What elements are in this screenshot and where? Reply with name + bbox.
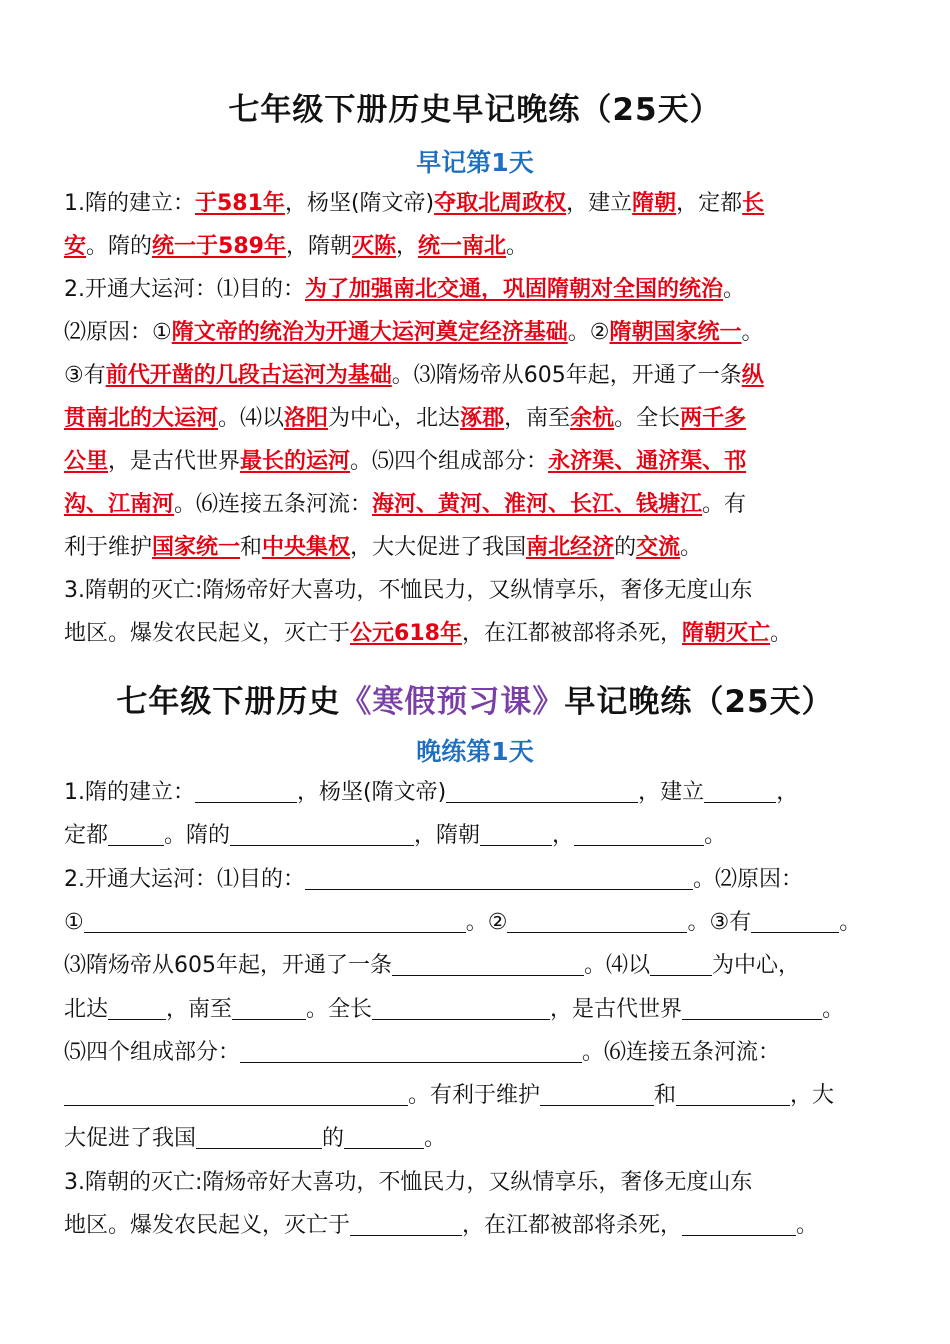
answer-text: 统一于589年 [152,234,286,259]
fill-in-blank [230,823,414,846]
fill-in-blank [392,953,584,976]
fill-in-blank [232,997,306,1020]
answer-text: 两千多 [680,406,747,431]
question-text: 为中心， [712,953,801,979]
question-text: 。② [465,909,508,935]
evening-line [64,951,894,981]
question-text: ， [776,780,799,805]
answer-text: 最长的运河 [240,449,351,474]
question-text: 3.隋朝的灭亡:隋炀帝好大喜功，不恤民力，又纵情享乐，奢侈无度山东 [64,578,753,603]
question-text: 的 [614,535,637,560]
morning-line [64,361,894,391]
answer-text: 余杭 [570,406,615,431]
question-text: ③有 [64,363,106,388]
question-text: 2.开通大运河：⑴目的： [64,277,305,302]
morning-line [64,404,894,434]
question-text: 。 [769,621,792,646]
fill-in-blank [446,780,638,803]
question-text: 。⑷以 [584,953,651,979]
answer-text: 纵 [741,363,764,388]
question-text: ，建立 [566,191,633,216]
answer-text: 交流 [636,535,681,560]
evening-line [64,1124,894,1154]
evening-title-suffix: 早记晚练（25天） [564,684,834,720]
fill-in-blank [195,780,297,803]
morning-title: 七年级下册历史早记晚练（25天） [228,92,722,128]
answer-text: 长 [742,191,765,216]
question-text: 。有利于维护 [408,1083,541,1109]
answer-text: 沟、江南河 [64,492,175,517]
question-text: ，大大促进了我国 [350,535,527,560]
answer-text: 为了加强南北交通，巩固隋朝对全国的统治 [305,277,724,302]
answer-text: 国家统一 [152,535,241,560]
evening-line [64,995,894,1025]
morning-line [64,619,894,649]
question-text: ， [552,823,575,849]
fill-in-blank [682,1213,796,1236]
question-text: 。 [704,823,727,849]
question-text: ，大 [790,1083,835,1109]
question-text: ，隋朝 [414,823,481,849]
question-text: 。⑶隋炀帝从605年起，开通了一条 [391,363,742,388]
question-text: 。 [723,277,746,302]
evening-subtitle: 晚练第1天 [416,737,534,766]
answer-text: 隋文帝的统治为开通大运河奠定经济基础 [171,320,568,345]
question-text: 。 [741,320,764,345]
answer-text: 涿郡 [460,406,505,431]
morning-line [64,533,894,563]
morning-line [64,490,894,520]
morning-line [64,275,894,305]
evening-line [64,865,894,895]
question-text: 。 [424,1126,447,1152]
answer-text: 灭陈 [351,234,396,259]
question-text: ，建立 [638,780,705,805]
answer-text: 统一南北 [418,234,507,259]
question-text: 。⑷以 [218,406,285,431]
question-text: 。 [680,535,703,560]
question-text: 和 [654,1083,677,1109]
answer-text: 公里 [64,449,109,474]
question-text: ， [396,234,419,259]
fill-in-blank [480,823,552,846]
morning-line [64,318,894,348]
question-text: ⑶隋炀帝从605年起，开通了一条 [64,953,392,979]
question-text: 北达 [64,996,109,1022]
question-text: ，隋朝 [285,234,352,259]
evening-line [64,821,894,851]
question-text: ，南至 [504,406,571,431]
question-text: 。 [796,1213,819,1238]
question-text: 。隋的 [164,823,231,849]
answer-text: 隋朝 [632,191,677,216]
morning-line [64,232,894,262]
fill-in-blank [751,910,839,933]
question-text: ，定都 [676,191,743,216]
morning-line [64,576,894,606]
question-text: 利于维护 [64,535,153,560]
answer-text: 南北经济 [526,535,615,560]
question-text: ① [64,909,84,935]
question-text: 。有 [702,492,747,517]
question-text: 地区。爆发农民起义，灭亡于 [64,621,351,646]
question-text: ，是古代世界 [550,996,683,1022]
question-text: 。⑵原因： [693,866,804,892]
question-text: 。全长 [306,996,373,1022]
fill-in-blank [350,1213,462,1236]
fill-in-blank [64,1083,408,1106]
fill-in-blank [682,997,822,1020]
question-text: 的 [322,1126,345,1152]
fill-in-blank [240,1040,582,1063]
question-text: ⑵原因：① [64,320,172,345]
fill-in-blank [108,997,166,1020]
question-text: 为中心，北达 [328,406,461,431]
evening-title-course: 《寒假预习课》 [340,684,565,720]
fill-in-blank [676,1083,790,1106]
question-text: 定都 [64,823,109,849]
fill-in-blank [196,1126,322,1149]
question-text: 。 [839,909,862,935]
morning-subtitle: 早记第1天 [416,148,534,177]
answer-text: 永济渠、通济渠、邗 [548,449,747,474]
answer-text: 隋朝灭亡 [681,621,770,646]
fill-in-blank [344,1126,424,1149]
question-text: 。隋的 [86,234,153,259]
question-text: ，杨坚(隋文帝) [284,191,435,216]
fill-in-blank [574,823,704,846]
evening-title [0,676,950,721]
question-text: ，在江都被部将杀死， [461,621,682,646]
fill-in-blank [704,780,776,803]
morning-line [64,189,894,219]
answer-text: 公元618年 [350,621,462,646]
question-text: ，是古代世界 [108,449,241,474]
evening-line [64,778,894,808]
answer-text: 贯南北的大运河 [64,406,219,431]
fill-in-blank [507,910,687,933]
answer-text: 隋朝国家统一 [609,320,742,345]
question-text: ，杨坚(隋文帝) [297,780,447,805]
evening-line [64,1038,894,1068]
question-text: 。② [567,320,610,345]
evening-line [64,1168,894,1198]
morning-line [64,447,894,477]
question-text: 。全长 [614,406,681,431]
fill-in-blank [84,910,466,933]
question-text: 2.开通大运河：⑴目的： [64,866,305,892]
question-text: 。③有 [687,909,752,935]
question-text: 1.隋的建立： [64,191,195,216]
answer-text: 中央集权 [262,535,351,560]
answer-text: 洛阳 [284,406,329,431]
answer-text: 安 [64,234,87,259]
answer-text: 前代开凿的几段古运河为基础 [105,363,392,388]
evening-title-prefix: 七年级下册历史 [116,684,341,720]
question-text: ，在江都被部将杀死， [462,1213,683,1238]
question-text: 地区。爆发农民起义，灭亡于 [64,1213,351,1238]
answer-text: 于581年 [195,191,285,216]
answer-text: 海河、黄河、淮河、长江、钱塘江 [372,492,703,517]
answer-text: 夺取北周政权 [434,191,567,216]
question-text: ，南至 [166,996,233,1022]
question-text: 。⑹连接五条河流： [174,492,373,517]
question-text: 。 [506,234,529,259]
question-text: 。⑸四个组成部分： [350,449,549,474]
fill-in-blank [305,867,693,890]
question-text: 。⑹连接五条河流： [582,1039,781,1065]
fill-in-blank [540,1083,654,1106]
question-text: 大促进了我国 [64,1126,197,1152]
fill-in-blank [650,953,712,976]
question-text: 和 [240,535,263,560]
fill-in-blank [372,997,550,1020]
evening-line [64,1081,894,1111]
question-text: 1.隋的建立： [64,780,195,805]
fill-in-blank [108,823,164,846]
question-text: ⑸四个组成部分： [64,1039,241,1065]
question-text: 。 [822,996,845,1022]
question-text: 3.隋朝的灭亡:隋炀帝好大喜功，不恤民力，又纵情享乐，奢侈无度山东 [64,1169,753,1195]
evening-line [64,908,894,938]
evening-line [64,1211,894,1241]
